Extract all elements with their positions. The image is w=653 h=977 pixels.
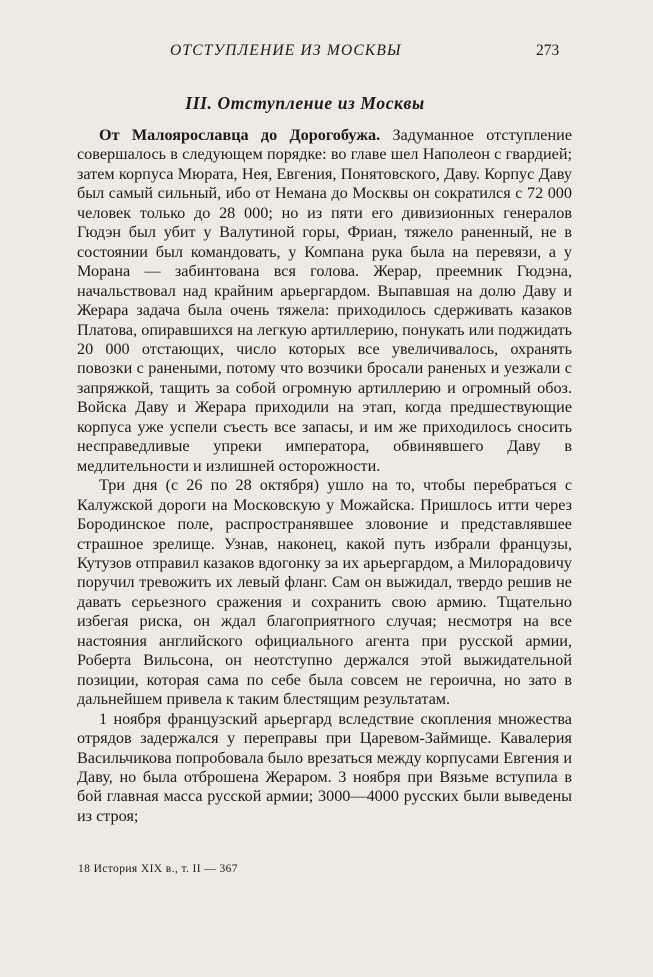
paragraph-text: Три дня (с 26 по 28 октября) ушло на то, чтобы перебраться с Калужской дороги на Московскую у Можайска. Пришлось итти через Бородинское поле, распространявшее зловоние и представлявшее страшное зрелище. Узнав, наконец, какой путь избрали французы, Кутузов отправил казаков вдогонку за их арьергардом, а Милорадовичу поручил тревожить их левый фланг. Сам он выжидал, твердо решив не давать серьезного сражения и сохранить свою армию. Тщательно избегая риска, он ждал благоприятного случая; несмотря на все настояния английского официального агента при русской армии, Роберта Вильсона, он неотступно держался этой выжидательной позиции, которая сама по себе была совсем не героична, но зато в дальнейшем привела к таким блестящим результатам. — [77, 476, 572, 709]
printer-signature: 18 История XIX в., т. II — 367 — [78, 863, 238, 875]
page-number: 273 — [536, 42, 560, 59]
paragraph-lead: От Малоярославца до Дорогобужа. — [99, 126, 381, 144]
paragraph-text: 1 ноября французский арьергард вследствие скопления множества отрядов задержался у переправы при Царевом-Займище. Кавалерия Васильчикова попробовала было врезаться между корпусами Евгения и Даву, но была отброшена Жераром. 3 ноября при Вязьме вступила в бой главная масса русской армии; 3000—4000 русских были выведены из строя; — [77, 709, 572, 825]
body-text — [77, 126, 572, 826]
running-title: ОТСТУПЛЕНИЕ ИЗ МОСКВЫ — [170, 42, 402, 59]
section-title: III. Отступление из Москвы — [185, 93, 425, 113]
running-head — [0, 42, 653, 64]
paragraph-1 — [77, 126, 572, 476]
paragraph-text: Задуманное отступление совершалось в следующем порядке: во главе шел Наполеон с гвардией; затем корпуса Мюрата, Нея, Евгения, Понятовского, Даву. Корпус Даву был самый сильный, ибо от Немана до Москвы он сократился с 72 000 человек только до 28 000; но из пяти его дивизионных генералов Гюдэн был убит у Валутиной горы, Фриан, тяжело раненный, не в состоянии был командовать, у Компана рука была на перевязи, а у Морана — забинтована вся голова. Жерар, преемник Гюдэна, начальствовал над крайним арьергардом. Выпавшая на долю Даву и Жерара задача была очень тяжела: приходилось сдерживать казаков Платова, опиравшихся на легкую артиллерию, понукать или поджидать 20 000 отстающих, число которых все увеличивалось, охранять повозки с ранеными, потому что возчики бросали раненых и уезжали с запряжкой, тащить за собой огромную артиллерию и огромный обоз. Войска Даву и Жерара приходили на этап, когда предшествующие корпуса уже успели съесть все запасы, и им же приходилось сносить несправедливые упреки императора, обвинявшего Даву в медлительности и излишней осторожности. — [77, 126, 573, 475]
paragraph-3 — [77, 710, 572, 827]
paragraph-2 — [77, 476, 572, 709]
